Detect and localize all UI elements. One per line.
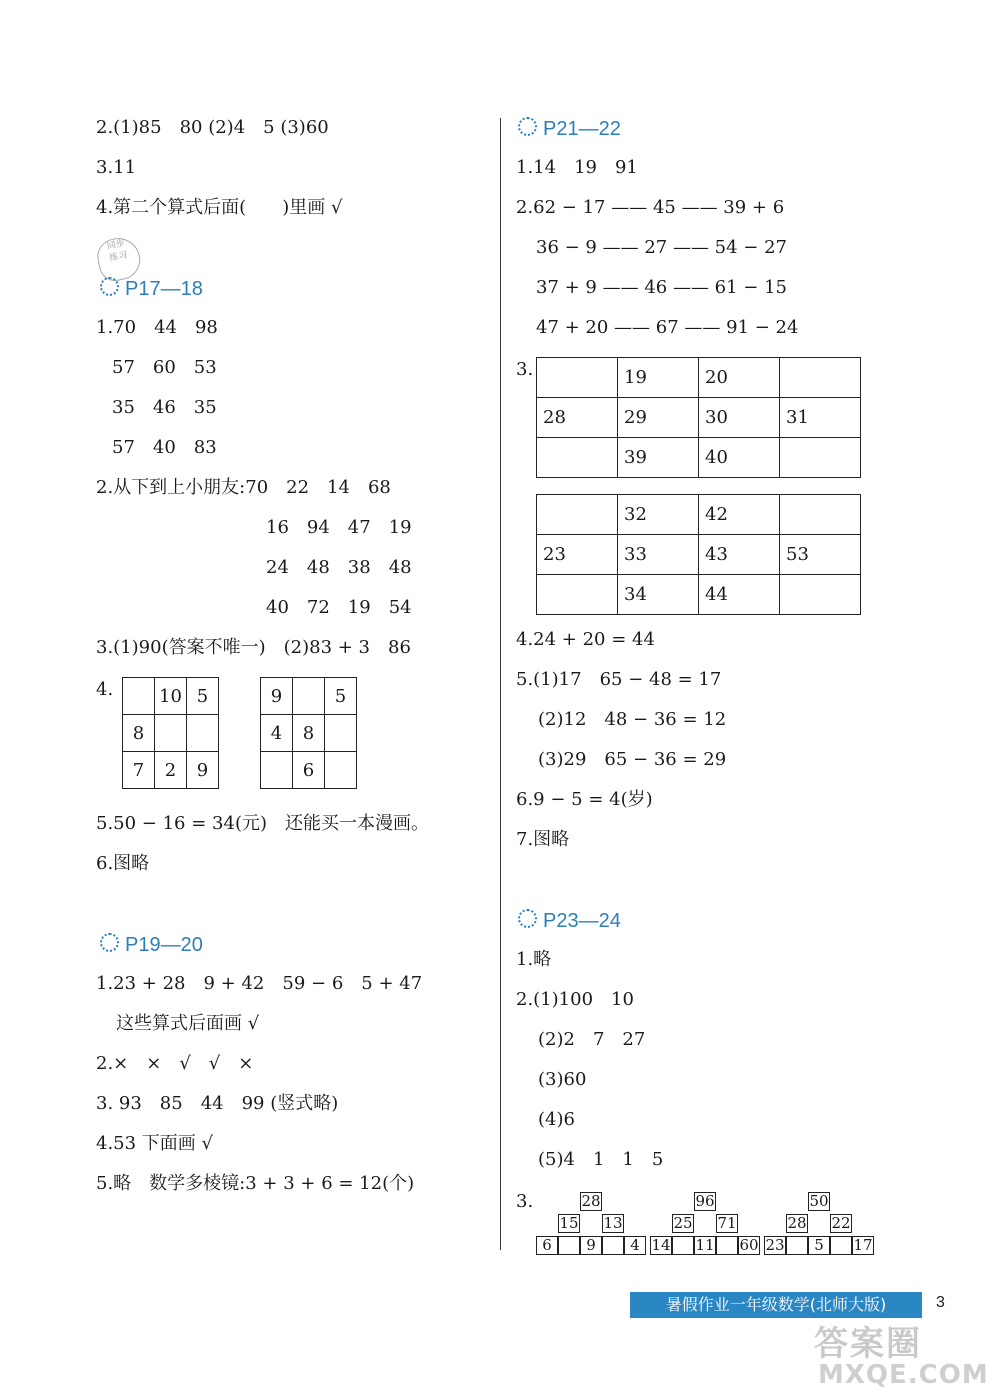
- grid-cell: [261, 752, 293, 789]
- pyramid-blank-cell: [602, 1236, 624, 1255]
- answer-line: 6.9 − 5 = 4(岁): [516, 789, 653, 810]
- grid-cell: 7: [123, 752, 155, 789]
- chart-cell: 34: [618, 575, 699, 615]
- dotted-circle-icon: [100, 277, 119, 296]
- answer-line: 5.略 数学多棱镜:3 + 3 + 6 = 12(个): [96, 1173, 415, 1194]
- chart-cell: [537, 495, 618, 535]
- pyramid-cell: 6: [536, 1236, 558, 1255]
- chart-cell: 28: [537, 398, 618, 438]
- number-grid-b: [260, 677, 357, 789]
- answer-line: 4.: [96, 679, 114, 700]
- pyramid-cell: 28: [581, 1192, 601, 1210]
- grid-cell: 2: [155, 752, 187, 789]
- answer-line: 57 40 83: [112, 437, 217, 458]
- answer-line: (5)4 1 1 5: [538, 1149, 664, 1170]
- answer-line: 16 94 47 19: [266, 517, 412, 538]
- grid-cell: 4: [261, 715, 293, 752]
- grid-cell: 5: [325, 678, 357, 715]
- dotted-circle-icon: [518, 909, 537, 928]
- page-number: 3: [936, 1294, 945, 1311]
- pyramid-cell: 15: [559, 1214, 579, 1232]
- answer-line: 37 + 9 —— 46 —— 61 − 15: [536, 277, 788, 298]
- grid-cell: [325, 752, 357, 789]
- answer-line: 4.24 + 20 = 44: [516, 629, 655, 650]
- chart-cell: 32: [618, 495, 699, 535]
- stamp-icon: 同步 练习: [94, 234, 144, 284]
- answer-line: 1.略: [516, 949, 552, 970]
- answer-line: 这些算式后面画 √: [116, 1013, 260, 1034]
- answer-line: 36 − 9 —— 27 —— 54 − 27: [536, 237, 788, 258]
- pyramid-cell: 25: [673, 1214, 693, 1232]
- grid-cell: [325, 715, 357, 752]
- section-heading-p17-18: P17—18: [100, 276, 203, 302]
- grid-cell: 10: [155, 678, 187, 715]
- footer-title: 暑假作业一年级数学(北师大版): [630, 1292, 922, 1318]
- chart-cell: 19: [618, 358, 699, 398]
- chart-cell: [780, 438, 861, 478]
- chart-cell: 39: [618, 438, 699, 478]
- pyramid-cell: 60: [739, 1236, 759, 1254]
- answer-line: (4)6: [538, 1109, 575, 1130]
- chart-cell: 31: [780, 398, 861, 438]
- answer-line: 4.第二个算式后面( )里画 √: [96, 197, 343, 218]
- chart-cell: 20: [699, 358, 780, 398]
- answer-line: 7.图略: [516, 829, 570, 850]
- pyramid-cell: 9: [580, 1236, 602, 1255]
- pyramid-blank-cell: [786, 1236, 808, 1255]
- section-heading-p19-20: P19—20: [100, 932, 203, 958]
- hundred-chart-a: [536, 357, 861, 478]
- answer-line: 5.(1)17 65 − 48 = 17: [516, 669, 722, 690]
- answer-line: (2)2 7 27: [538, 1029, 646, 1050]
- answer-line: 4.53 下面画 √: [96, 1133, 213, 1154]
- pyramid-blank-cell: [672, 1236, 694, 1255]
- chart-cell: [537, 438, 618, 478]
- pyramid-cell: 23: [765, 1236, 785, 1254]
- grid-cell: 6: [293, 752, 325, 789]
- grid-cell: [293, 678, 325, 715]
- section-heading-p23-24: P23—24: [518, 908, 621, 934]
- grid-cell: [155, 715, 187, 752]
- pyramid-cell: 11: [695, 1236, 715, 1254]
- chart-cell: [537, 358, 618, 398]
- answer-line: 40 72 19 54: [266, 597, 412, 618]
- chart-cell: 44: [699, 575, 780, 615]
- grid-cell: [123, 678, 155, 715]
- pyramid-cell: 22: [831, 1214, 851, 1232]
- grid-cell: 8: [293, 715, 325, 752]
- answer-line: 35 46 35: [112, 397, 217, 418]
- grid-cell: 9: [187, 752, 219, 789]
- answer-line: 2.× × √ √ ×: [96, 1053, 254, 1074]
- answer-line: 1.70 44 98: [96, 317, 218, 338]
- answer-line: 24 48 38 48: [266, 557, 412, 578]
- answer-line: 3.(1)90(答案不唯一) (2)83 + 3 86: [96, 637, 411, 658]
- grid-cell: 5: [187, 678, 219, 715]
- watermark-site-name: 答案圈: [814, 1324, 922, 1364]
- chart-cell: 53: [780, 535, 861, 575]
- pyramid-cell: 17: [853, 1236, 873, 1254]
- pyramid-blank-cell: [830, 1236, 852, 1255]
- answer-line: 2.62 − 17 —— 45 —— 39 + 6: [516, 197, 785, 218]
- answer-line: (3)60: [538, 1069, 587, 1090]
- answer-line: 6.图略: [96, 853, 150, 874]
- answer-line: (2)12 48 − 36 = 12: [538, 709, 727, 730]
- chart-cell: 33: [618, 535, 699, 575]
- watermark-site-url: MXQE.COM: [818, 1360, 989, 1390]
- grid-cell: 8: [123, 715, 155, 752]
- answer-line: 57 60 53: [112, 357, 217, 378]
- chart-cell: 40: [699, 438, 780, 478]
- pyramid-cell: 28: [787, 1214, 807, 1232]
- answer-line: 47 + 20 —— 67 —— 91 − 24: [536, 317, 799, 338]
- chart-cell: 30: [699, 398, 780, 438]
- answer-line: 1.14 19 91: [516, 157, 638, 178]
- pyramid-cell: 5: [808, 1236, 830, 1255]
- pyramid-blank-cell: [716, 1236, 738, 1255]
- chart-cell: 23: [537, 535, 618, 575]
- chart-cell: 43: [699, 535, 780, 575]
- answer-line: 5.50 − 16 = 34(元) 还能买一本漫画。: [96, 813, 429, 834]
- section-heading-p21-22: P21—22: [518, 116, 621, 142]
- answer-line: 2.(1)85 80 (2)4 5 (3)60: [96, 117, 329, 138]
- dotted-circle-icon: [100, 933, 119, 952]
- number-grid-a: [122, 677, 219, 789]
- answer-line: 3.: [516, 1191, 534, 1212]
- answer-line: 3. 93 85 44 99 (竖式略): [96, 1093, 339, 1114]
- chart-cell: [780, 575, 861, 615]
- answer-line: (3)29 65 − 36 = 29: [538, 749, 727, 770]
- grid-cell: 9: [261, 678, 293, 715]
- pyramid-cell: 50: [809, 1192, 829, 1210]
- pyramid-cell: 4: [624, 1236, 646, 1255]
- hundred-chart-b: [536, 494, 861, 615]
- answer-line: 2.从下到上小朋友:70 22 14 68: [96, 477, 391, 498]
- answer-line: 2.(1)100 10: [516, 989, 634, 1010]
- answer-line: 1.23 + 28 9 + 42 59 − 6 5 + 47: [96, 973, 423, 994]
- pyramid-blank-cell: [558, 1236, 580, 1255]
- chart-cell: 42: [699, 495, 780, 535]
- answer-line: 3.: [516, 359, 534, 380]
- chart-cell: [780, 358, 861, 398]
- answer-line: 3.11: [96, 157, 137, 178]
- pyramid-cell: 13: [603, 1214, 623, 1232]
- chart-cell: [780, 495, 861, 535]
- pyramid-cell: 14: [651, 1236, 671, 1254]
- dotted-circle-icon: [518, 117, 537, 136]
- column-divider: [500, 118, 501, 1250]
- grid-cell: [187, 715, 219, 752]
- chart-cell: [537, 575, 618, 615]
- chart-cell: 29: [618, 398, 699, 438]
- pyramid-cell: 96: [695, 1192, 715, 1210]
- pyramid-cell: 71: [717, 1214, 737, 1232]
